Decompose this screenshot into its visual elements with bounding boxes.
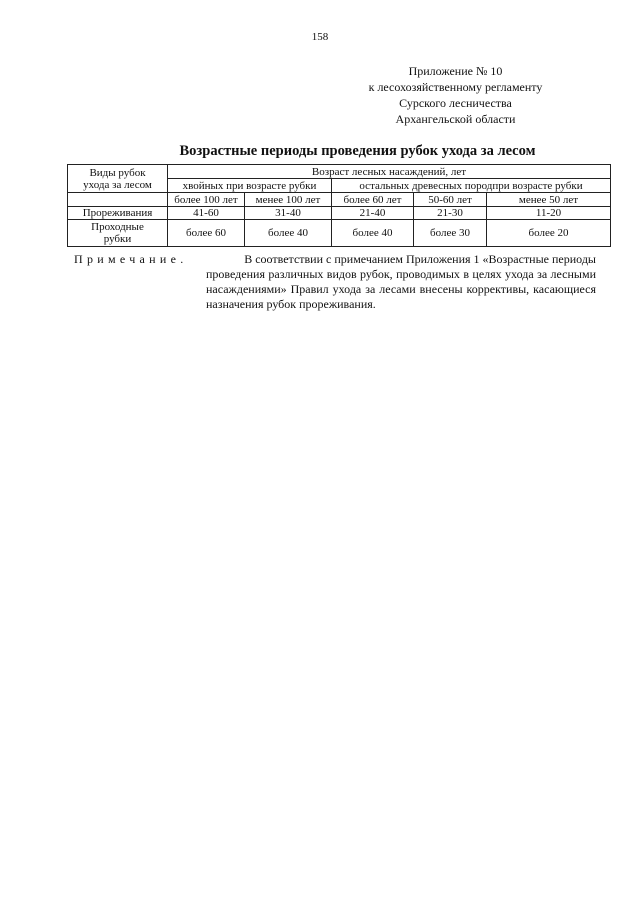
age-subheader: более 100 лет (168, 193, 245, 207)
appendix-line: Сурского лесничества (399, 96, 512, 110)
table-cell: более 40 (332, 220, 414, 247)
document-title: Возрастные периоды проведения рубок ухода за лесом (179, 143, 536, 159)
table-cell: 11-20 (487, 207, 611, 220)
table-cell: 31-40 (245, 207, 332, 220)
header-row (68, 165, 611, 179)
table-cell: более 40 (245, 220, 332, 247)
appendix-reference (348, 63, 563, 127)
note-first-line (74, 252, 596, 267)
age-subheader: менее 50 лет (487, 193, 611, 207)
table-cell: 21-30 (414, 207, 487, 220)
subheader-row (68, 193, 611, 207)
page-number: 158 (311, 31, 329, 43)
table-cell: более 20 (487, 220, 611, 247)
appendix-line: Приложение № 10 (408, 64, 503, 78)
age-subheader: более 60 лет (332, 193, 414, 207)
appendix-line: к лесохозяйственному регламенту (368, 80, 543, 94)
note-continuation: проведения различных видов рубок, проводимых в целях ухода за лесными насаждениями» Правил ухода за лесами внесены коррективы, касающиеся назначения рубок прореживания. (206, 267, 596, 311)
row-label: Прореживания (68, 207, 168, 220)
age-header: Возраст лесных насаждений, лет (168, 165, 611, 179)
row-label (68, 220, 168, 247)
other-species-header: остальных древесных породпри возрасте рубки (332, 179, 611, 193)
table-cell: более 30 (414, 220, 487, 247)
empty-cell (68, 193, 168, 207)
thinning-kind-header (68, 165, 168, 193)
conifer-header: хвойных при возрасте рубки (168, 179, 332, 193)
table-row (68, 207, 611, 220)
note-label: Примечание. (74, 252, 188, 266)
table-row (68, 220, 611, 247)
row-label-line: рубки (103, 233, 132, 245)
appendix-line: Архангельской области (395, 112, 516, 126)
header-text: Виды рубок (89, 166, 146, 179)
table-cell: более 60 (168, 220, 245, 247)
header-text: ухода за лесом (83, 178, 152, 191)
note-text: В соответствии с примечанием Приложения 1 «Возрастные периоды (244, 252, 596, 266)
age-subheader: менее 100 лет (245, 193, 332, 207)
table-cell: 21-40 (332, 207, 414, 220)
age-subheader: 50-60 лет (414, 193, 487, 207)
age-periods-table (67, 164, 611, 247)
table-cell: 41-60 (168, 207, 245, 220)
note (74, 252, 596, 312)
row-label-line: Проходные (91, 221, 144, 233)
